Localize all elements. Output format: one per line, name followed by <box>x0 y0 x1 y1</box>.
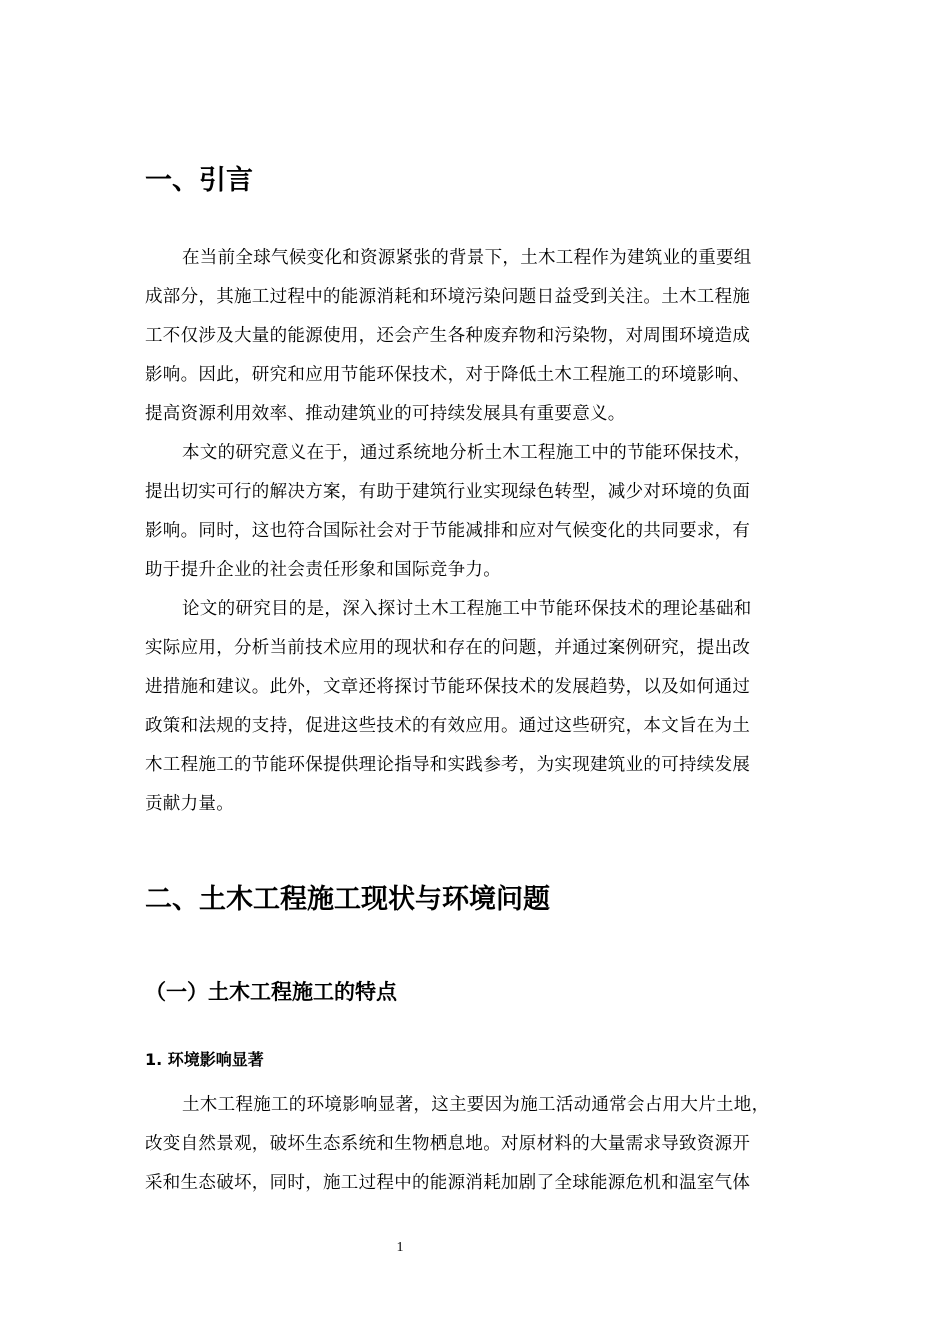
section-paragraph-1 <box>145 1086 805 1203</box>
text-line: 政策和法规的支持，促进这些技术的有效应用。通过这些研究，本文旨在为土 <box>145 716 751 736</box>
text-line: 本文的研究意义在于，通过系统地分析土木工程施工中的节能环保技术， <box>182 443 752 463</box>
text-line: 木工程施工的节能环保提供理论指导和实践参考，为实现建筑业的可持续发展 <box>145 755 751 775</box>
text-line: 提出切实可行的解决方案，有助于建筑行业实现绿色转型，减少对环境的负面 <box>145 482 751 502</box>
section-heading-construction-status: 二、土木工程施工现状与环境问题 <box>145 884 550 915</box>
intro-paragraph-2 <box>145 434 805 590</box>
text-line: 在当前全球气候变化和资源紧张的背景下，土木工程作为建筑业的重要组 <box>182 248 752 268</box>
text-line: 实际应用，分析当前技术应用的现状和存在的问题，并通过案例研究，提出改 <box>145 638 751 658</box>
text-line: 成部分，其施工过程中的能源消耗和环境污染问题日益受到关注。土木工程施 <box>145 287 751 307</box>
text-line: 论文的研究目的是，深入探讨土木工程施工中节能环保技术的理论基础和 <box>182 599 752 619</box>
text-line: 助于提升企业的社会责任形象和国际竞争力。 <box>145 560 501 580</box>
text-line: 影响。同时，这也符合国际社会对于节能减排和应对气候变化的共同要求，有 <box>145 521 751 541</box>
text-line: 提高资源利用效率、推动建筑业的可持续发展具有重要意义。 <box>145 404 626 424</box>
page-number: 1 <box>396 1240 404 1255</box>
intro-paragraph-1 <box>145 239 805 434</box>
text-line: 土木工程施工的环境影响显著，这主要因为施工活动通常会占用大片土地， <box>182 1095 770 1115</box>
text-line: 工不仅涉及大量的能源使用，还会产生各种废弃物和污染物，对周围环境造成 <box>145 326 751 346</box>
section-heading-introduction: 一、引言 <box>145 165 253 196</box>
intro-paragraph-3 <box>145 590 805 824</box>
text-line: 贡献力量。 <box>145 794 234 814</box>
subsection-heading-characteristics: （一）土木工程施工的特点 <box>145 980 397 1004</box>
subsubsection-heading-environmental-impact: 1. 环境影响显著 <box>145 1050 264 1069</box>
text-line: 进措施和建议。此外，文章还将探讨节能环保技术的发展趋势，以及如何通过 <box>145 677 751 697</box>
text-line: 改变自然景观，破坏生态系统和生物栖息地。对原材料的大量需求导致资源开 <box>145 1134 751 1154</box>
text-line: 采和生态破坏，同时，施工过程中的能源消耗加剧了全球能源危机和温室气体 <box>145 1173 751 1193</box>
text-line: 影响。因此，研究和应用节能环保技术，对于降低土木工程施工的环境影响、 <box>145 365 751 385</box>
